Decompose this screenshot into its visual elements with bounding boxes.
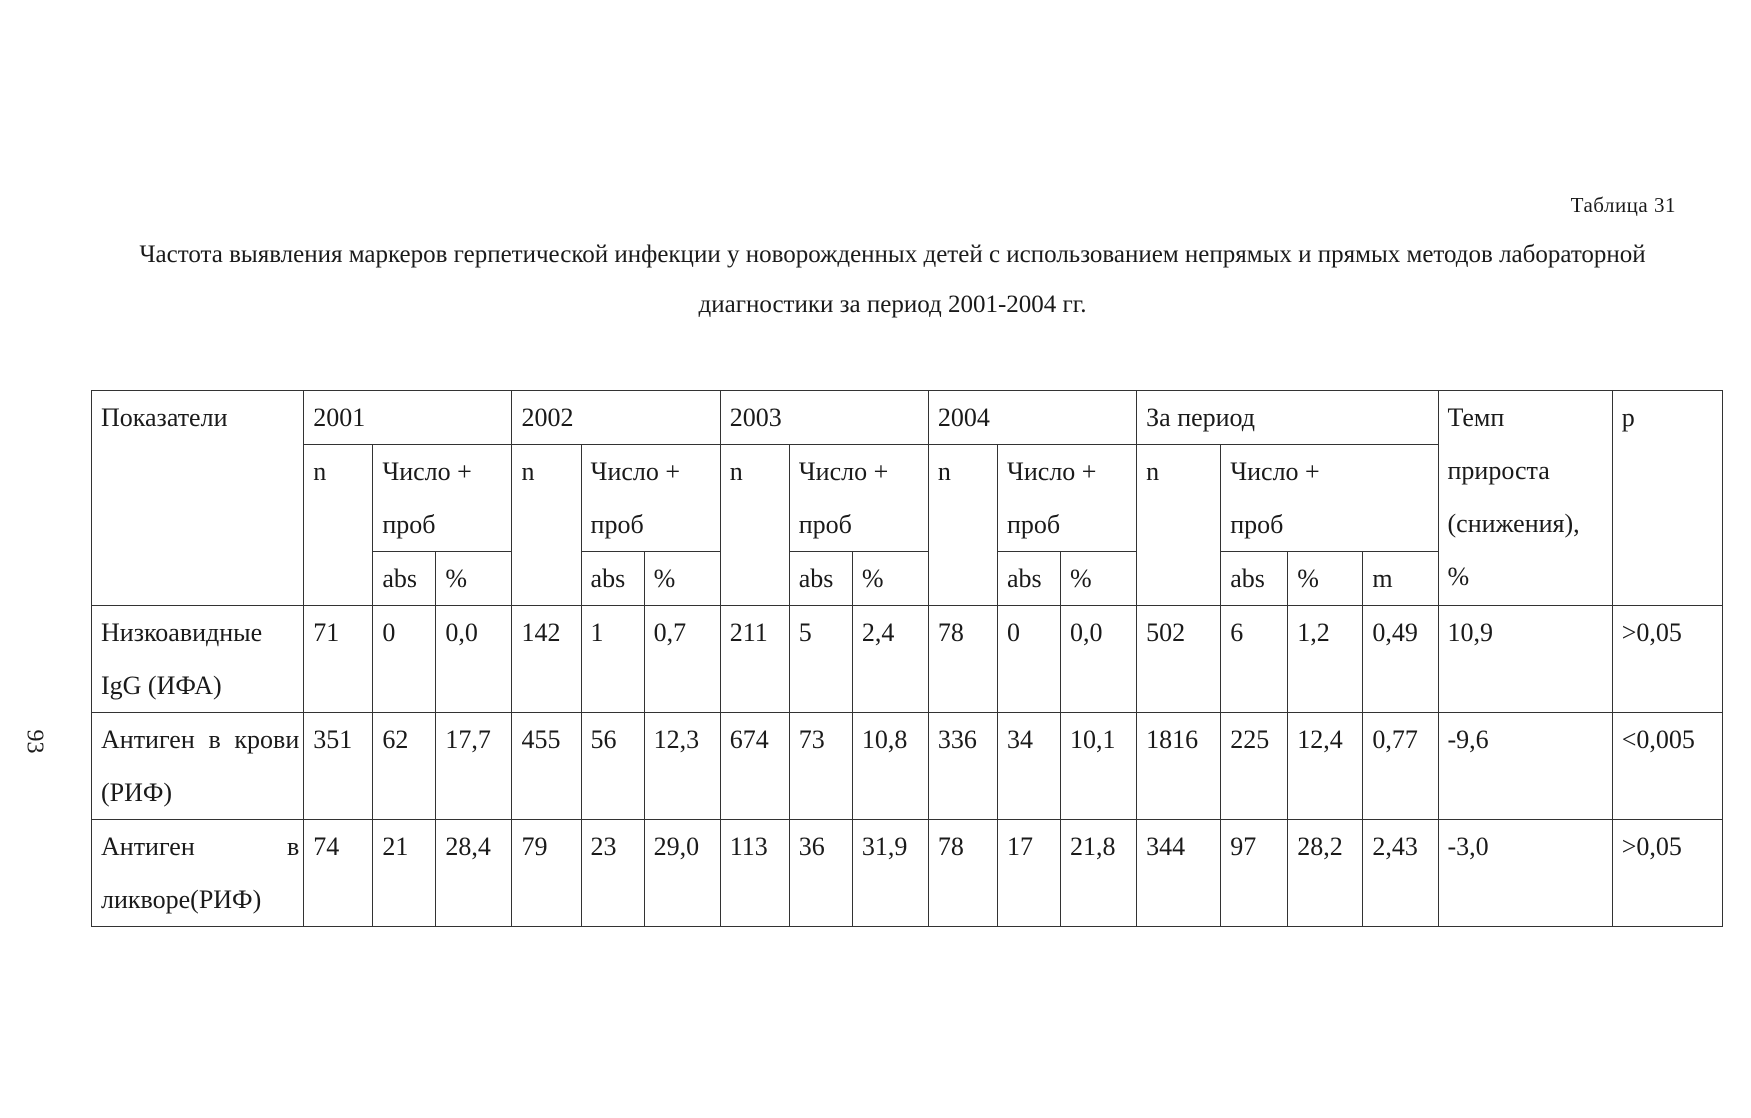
cell-pct: 28,2: [1288, 820, 1363, 927]
table-row: [92, 713, 1723, 820]
header-n-2004: n: [928, 445, 997, 606]
cell-n: 113: [720, 820, 789, 927]
cell-abs: 17: [997, 820, 1060, 927]
cell-abs: 225: [1221, 713, 1288, 820]
row-indicator: Антиген в ликворе(РИФ): [92, 820, 304, 927]
header-abs-2004: abs: [997, 552, 1060, 606]
cell-n: 351: [304, 713, 373, 820]
cell-abs: 34: [997, 713, 1060, 820]
cell-pct: 2,4: [852, 606, 928, 713]
header-pct-2004: %: [1061, 552, 1137, 606]
cell-pct: 17,7: [436, 713, 512, 820]
header-n-2001: n: [304, 445, 373, 606]
header-abs-2003: abs: [789, 552, 852, 606]
table-caption: Частота выявления маркеров герпетической инфекции у новорожденных детей с использованием непрямых и прямых методов лабораторной диагностики за период 2001-2004 гг.: [139, 241, 1646, 318]
header-pct-2002: %: [644, 552, 720, 606]
cell-p: <0,005: [1612, 713, 1722, 820]
row-indicator: Антиген в крови (РИФ): [92, 713, 304, 820]
header-year-2001: 2001: [304, 391, 512, 445]
cell-pct: 1,2: [1288, 606, 1363, 713]
header-abs-2002: abs: [581, 552, 644, 606]
header-pct-period: %: [1288, 552, 1363, 606]
cell-growth: -9,6: [1438, 713, 1612, 820]
cell-pct: 10,1: [1061, 713, 1137, 820]
cell-pct: 31,9: [852, 820, 928, 927]
cell-pct: 0,0: [1061, 606, 1137, 713]
cell-abs: 0: [997, 606, 1060, 713]
cell-abs: 62: [373, 713, 436, 820]
cell-pct: 12,3: [644, 713, 720, 820]
cell-pct: 12,4: [1288, 713, 1363, 820]
table-row: [92, 820, 1723, 927]
header-year-2004: 2004: [928, 391, 1136, 445]
table-row: [92, 606, 1723, 713]
cell-n: 344: [1137, 820, 1221, 927]
header-n-2002: n: [512, 445, 581, 606]
cell-n: 78: [928, 820, 997, 927]
header-abs-period: abs: [1221, 552, 1288, 606]
cell-pct: 28,4: [436, 820, 512, 927]
cell-abs: 56: [581, 713, 644, 820]
cell-abs: 21: [373, 820, 436, 927]
cell-abs: 0: [373, 606, 436, 713]
cell-n: 74: [304, 820, 373, 927]
header-positive-2002: Число + проб: [581, 445, 720, 552]
cell-pct: 21,8: [1061, 820, 1137, 927]
header-indicator: Показатели: [92, 391, 304, 606]
header-p: p: [1612, 391, 1722, 606]
cell-abs: 1: [581, 606, 644, 713]
cell-n: 1816: [1137, 713, 1221, 820]
cell-growth: 10,9: [1438, 606, 1612, 713]
header-positive-2003: Число + проб: [789, 445, 928, 552]
header-year-2003: 2003: [720, 391, 928, 445]
cell-abs: 5: [789, 606, 852, 713]
header-pct-2001: %: [436, 552, 512, 606]
cell-growth: -3,0: [1438, 820, 1612, 927]
data-table: [91, 390, 1723, 927]
cell-n: 674: [720, 713, 789, 820]
cell-p: >0,05: [1612, 606, 1722, 713]
cell-abs: 97: [1221, 820, 1288, 927]
cell-n: 78: [928, 606, 997, 713]
cell-n: 336: [928, 713, 997, 820]
cell-m: 2,43: [1363, 820, 1438, 927]
page-number: 93: [21, 729, 48, 754]
cell-n: 79: [512, 820, 581, 927]
cell-m: 0,77: [1363, 713, 1438, 820]
cell-pct: 0,7: [644, 606, 720, 713]
cell-n: 71: [304, 606, 373, 713]
cell-pct: 0,0: [436, 606, 512, 713]
cell-pct: 29,0: [644, 820, 720, 927]
cell-n: 142: [512, 606, 581, 713]
cell-abs: 36: [789, 820, 852, 927]
cell-m: 0,49: [1363, 606, 1438, 713]
header-year-2002: 2002: [512, 391, 720, 445]
cell-n: 455: [512, 713, 581, 820]
cell-pct: 10,8: [852, 713, 928, 820]
header-m-period: m: [1363, 552, 1438, 606]
cell-abs: 73: [789, 713, 852, 820]
header-period: За период: [1137, 391, 1438, 445]
header-positive-2004: Число + проб: [997, 445, 1136, 552]
cell-n: 502: [1137, 606, 1221, 713]
header-positive-period: Число + проб: [1221, 445, 1438, 552]
cell-abs: 6: [1221, 606, 1288, 713]
header-growth: Темп прироста (снижения), %: [1438, 391, 1612, 606]
cell-n: 211: [720, 606, 789, 713]
cell-abs: 23: [581, 820, 644, 927]
header-n-2003: n: [720, 445, 789, 606]
header-pct-2003: %: [852, 552, 928, 606]
cell-p: >0,05: [1612, 820, 1722, 927]
table-number: Таблица 31: [1570, 193, 1676, 217]
header-positive-2001: Число + проб: [373, 445, 512, 552]
header-abs-2001: abs: [373, 552, 436, 606]
header-n-period: n: [1137, 445, 1221, 606]
row-indicator: Низкоавидные IgG (ИФА): [92, 606, 304, 713]
